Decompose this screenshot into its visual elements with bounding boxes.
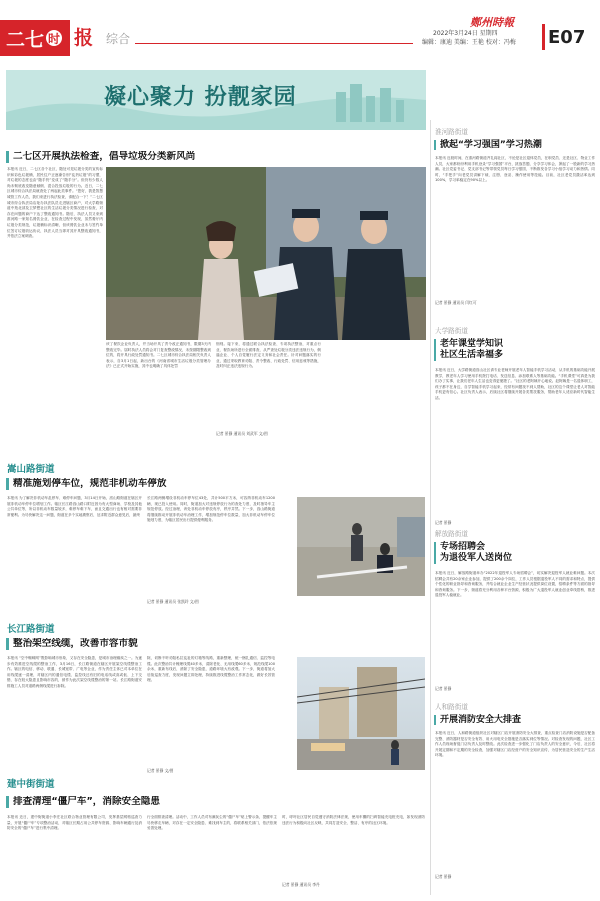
story4-col3: 时，呼吁社区居民自觉遵守消防法律法规，使用车棚的扫码智能充电桩充电，如发现消防违法行为积极向社区反映，共同打造安全、整洁、有序的社区环境。: [282, 815, 425, 825]
story4-section: 建中街街道: [7, 779, 55, 790]
masthead-name: 二七: [6, 28, 45, 51]
page-number-divider: [542, 24, 545, 50]
banner: [6, 70, 426, 130]
issue-date: 2022年3月24日 星期四: [433, 30, 498, 37]
right4-credit: 记者 景静: [435, 874, 452, 879]
story1-photo-scene: [106, 167, 426, 340]
story2-photo-scene: [297, 497, 425, 596]
story3-photo: [297, 657, 425, 770]
story2-col1: 本报讯 为了解决非机动车乱停车、难停车问题，3月14日开始，嵩山路街道在辖区开展非机动车停车位增划工作。辖区长江路嵩山路口附近因为有大型商场、学校及其他公共单位等，所以非机动车数量较多，难停车难下车，而且交通出行也有相对需要非常便利。为尽快解决这一问题，街道在多个实地勘察后，征求附近群众意见后，最终: [7, 496, 142, 517]
right4-title-bar: [434, 715, 436, 725]
masthead-section: 综合: [106, 32, 131, 46]
right2-title-bar: [434, 339, 436, 361]
story3-section: 长江路街道: [7, 624, 55, 635]
story1-credit: 记者 景静 通讯员 刘武军 文/图: [216, 431, 268, 436]
right3-credit: 记者 景静: [435, 686, 452, 691]
story3-col1: 本报讯 “空中蜘蛛网”既影响城市形象，又存在安全隐患，是城市治理痼疾之一。为逐步有效推进空线缆的整治工作，3月16日，长江路街道在辖区开展架空线缆整治工作。辖区的电信、移动、联通、长城宽带、广电等企业，作为责任主体已对本单位在用线缆逐一清理，对辖区内的通信电缆、监控线还有旧的电话线或高或低、上下交错、存在较大隐患且影响市容的，被作为此次架空线缆整治的第一站。长江路街道安排施工人员对道路两侧线缆进行拆除。: [7, 656, 142, 688]
paper-logo: 鄭州時報: [470, 16, 514, 29]
right2-credit: 记者 景静: [435, 520, 452, 525]
column-divider: [430, 120, 431, 895]
editors-line: 编辑：康迪 美编：王艳 校对：冯梅: [422, 39, 516, 46]
story4-col2: 行全面排查清理。活动中，工作人员对布满灰尘的“僵尸车”贴上警示条，提醒车主尽快移走车辆，对存在一定安全隐患、难找到车主的，将联系相关部门，依法依规妥善处理。: [147, 815, 277, 831]
banner-title: 凝心聚力 扮靓家园: [104, 85, 297, 110]
right4-label: 人和路街道: [435, 703, 468, 711]
right1-body: 本报讯 近段时间，在淮河路街道齐礼阎社区，不论是社区退休党员，在职党员、还是社区、物业工作人员，大家都纷纷利用手机登录“学习强国”平台，挑战答题、分享学习体会，掀起了一股新的学习热潮。社区党委书记、党支部书记等带领党员每日学习强国，不断推发各学习小组学习动力和热情。同时，“手把手”向老党员讲解下载、注册、登录、操作使用等技能。目前，社区老党员激活率达到100%，学习率稳定在90%以上。: [435, 156, 595, 183]
story3-photo-scene: [297, 657, 425, 770]
right2-title-line2: 社区生活幸福多: [440, 350, 504, 360]
story1-col3: 细则。接下来，将通过联合执法检查、专项执法整治，对重点行业、餐饮场所进行全面排查，从严查处垃圾分类违法违规行为，倒逼企业、个人自觉履行法定义务和社会责任。针对问题落实的行业，通过采取教育劝阻、责令整改、行政处罚、信用惩戒等措施，及时纠正违法违规行为。: [216, 342, 321, 369]
story1-col2: 该了餐饮企业负责人，并当场开具了责令改正通知书，限期3天内整改完毕。届时执法人员将会对门复查整改情况，未按期限整改到位的，将开具行政处罚通知书。二七区城市综合执法局相关负责人表示，自3月1日起，新出台的《河南省城市生活垃圾分类管理办法》已正式开始实施，其中也明确了具体处罚: [106, 342, 211, 369]
story3-col2: 除，切断不听劝阻私拉乱扯的灯箱等线路，重新整理，统一捆扎通信、监控等电缆。此次整治共计梳理线缆40多米，清除老化、无用线缆60多米，规范线缆100余米，重新布线后，消除了安全隐患，道路环境大有改观。下一步，街道将加大后续巡查力度，发现问题立即处理，持续推进线缆整治工作常态化，做好长效管理。: [147, 656, 275, 683]
right4-title: 开展消防安全大排查: [440, 715, 522, 725]
right1-label: 淮河路街道: [435, 128, 468, 136]
right1-title: 掀起“学习强国”学习热潮: [440, 140, 542, 150]
story1-headline-bar: [6, 151, 9, 163]
story3-credit: 记者 景静 文/图: [147, 768, 174, 773]
story1-photo: [106, 167, 426, 340]
story4-credit: 记者 景静 通讯员 李丹: [282, 882, 320, 887]
masthead-badge: 时: [48, 31, 61, 46]
right3-title-line1: 专场招聘会: [440, 542, 486, 552]
story2-photo: [297, 497, 425, 596]
right2-label: 大学路街道: [435, 327, 468, 335]
right1-credit: 记者 景静 通讯员 闫红可: [435, 300, 477, 305]
story2-credit: 记者 景静 通讯员 张凯玲 文/图: [147, 599, 199, 604]
right3-title-bar: [434, 542, 436, 564]
story3-headline: 整治架空线缆，改善市容市貌: [13, 638, 138, 649]
right3-body: 本报讯 近日，解放路街道举办“2022年退役军人专场招聘会”，切实解决退役军人就业难问题。本次招聘会共有20余家企业参加，提供了200余个岗位，工作人员根据退役军人不同的需求和特点，提供个性化的职业指导和咨询服务，并结合就业企业生产经营状况提供岗位设置，招聘条件等方面的指导和咨询服务。下一步，街道将充分利用各种平台资源，积极为广大退役军人就业创业牵线搭桥，推进退役军人稳就业。: [435, 571, 595, 598]
story2-col2: 长江路两侧增设非机动车停车位43处，共计500平方米，可容纳非机动车1200辆，现已投入使用。同时，街道加大对违规停放行为的查处力度，及时指导车主规范停放。经过治理，该处非机动车停放有序，秩序井然。下一步，嵩山路街道将继续推动开展非机动车治理工作，增加规范停车位数量，加大非机动车停车位施划力度，为辖区居民出行提供便利服务。: [147, 496, 275, 523]
story2-headline: 精准施划停车位，规范非机动车停放: [13, 478, 167, 489]
story4-col1: 本报讯 近日，建中街街道小李庄社区联合物业管理有限公司，发挥基层网格巡查力量，开展“僵尸车”专项整治活动，对辖区长期占用公共停车资源、影响车辆通行及消防安全的“僵尸车”进行集中清理。: [7, 815, 142, 831]
story4-headline-bar: [6, 796, 9, 808]
story1-col1: 本报讯 近日，二七区各个社区，随处可见垃圾分类的宣传标识和彩色垃圾桶，居民住户正逐渐告别“乱扔垃圾”的习惯，对垃圾的态度也由“随手扔”变成了“随手分”。但仍有少数人尚未彻底改变随意倾倒、混合投放垃圾的行为。近日，二七区城市综合执法局就查处了两起此类事件。“您好，我是智慧城管工作人员，我们来进行执法检查，请配合一下！”二七区城市综合执法局店址办执法队员走进辖区商户，对大学路街道中苑北部及卫梦想社区的生活垃圾分类情况进行检查，对存在问题的商户下达了整改通知书。随后，执法人员又来到淮河路一家知名餐饮企业，在检查过程中发现，虽然餐厅内垃圾分类规范，垃圾桶标识清晰，但该餐饮企业未与签约单位签订垃圾收运协议，执法人员当即对其开具整改通知书，并依法立案调查。: [7, 167, 103, 239]
story2-headline-bar: [6, 478, 9, 490]
story4-headline: 排查清理“僵尸车”，消除安全隐患: [13, 796, 160, 807]
story1-headline: 二七区开展执法检查，倡导垃圾分类新风尚: [13, 151, 196, 162]
page-number: E07: [548, 26, 586, 48]
right2-body: 本报讯 近日，大学路街道嵩山社区请专业老师开展老年人智能手机学习活动，从手机的基础功能开展教学，教老年人学习使用手机拨打电话、发送信息、添加联系人等基础功能。“手机课堂”可真是为我们办了实事，让我们老年人生活也变得更便捷了。”社区的老阿姨开心地说。赵阿姨是一名退休职工，孩子都不在身边，自学智能手机学习起来，经常有问题找不到人帮助，社区的这个课堂让老人对智能手机更有信心。社区负责人表示，后续社区将继续开展各类帮扶服务，帮助老年人适应新时代智能生活。: [435, 368, 595, 400]
story3-headline-bar: [6, 638, 9, 650]
masthead-title: [6, 24, 64, 52]
right3-label: 解放路街道: [435, 530, 468, 538]
right2-title-line1: 老年课堂学知识: [440, 339, 504, 349]
story2-section: 嵩山路街道: [7, 464, 55, 475]
masthead-name2: 报: [74, 27, 94, 49]
right3-title-line2: 为退役军人送岗位: [440, 553, 513, 563]
right1-title-bar: [434, 140, 436, 150]
page-number-box: [542, 23, 598, 51]
masthead: [0, 0, 600, 58]
masthead-rule: [135, 43, 413, 44]
right4-body: 本报讯 近日，人和路街道组织社区对辖区门店开展消防安全大排查，重点检查门店消防设施是否配备完整、消防器材是否安全有效、用火用电安全措施是否落实到位等情况。对检查发现的问题，社区工作人员现场督促门店负责人及时整改。此次检查进一步强化了门店负责人的安全意识，今后，社区将开展定期和不定期的安全检查，加强对辖区门店经营户的安全知识宣传，为居民营造安全的生产生活环境。: [435, 731, 595, 758]
